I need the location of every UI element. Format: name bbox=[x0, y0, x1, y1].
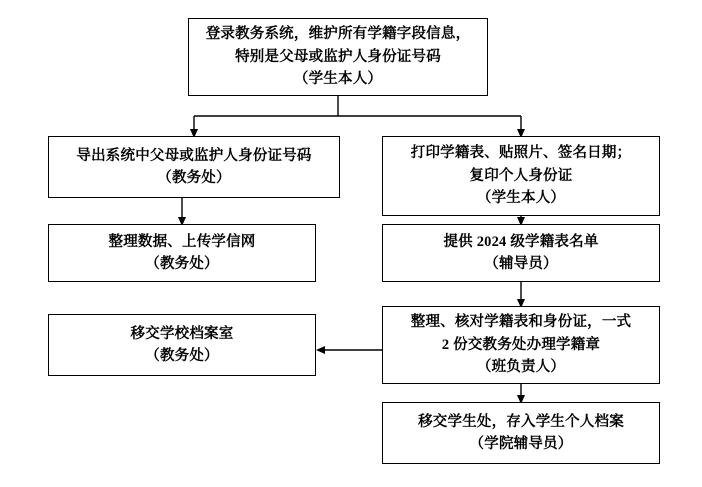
node-text-line: 2 份交教务处办理学籍章 bbox=[441, 336, 601, 353]
node-login-system bbox=[188, 18, 488, 96]
node-text-line: （教务处） bbox=[145, 348, 219, 364]
node-text-line: 移交学生处，存入学生个人档案 bbox=[418, 413, 624, 430]
node-transfer-student-affairs bbox=[382, 402, 660, 464]
node-text-line: （学院辅导员） bbox=[469, 436, 573, 452]
node-verify-roster bbox=[382, 306, 660, 384]
node-text-line: （教务处） bbox=[157, 170, 231, 186]
node-print-roster bbox=[382, 136, 660, 216]
node-text-line: 提供 2024 级学籍表名单 bbox=[443, 233, 599, 250]
node-text-line: （辅导员） bbox=[484, 256, 558, 272]
node-text-line: 打印学籍表、贴照片、签名日期； bbox=[410, 145, 632, 162]
node-transfer-archive bbox=[48, 314, 316, 376]
node-text-line: 整理数据、上传学信网 bbox=[108, 233, 256, 250]
node-text-line: （学生本人） bbox=[476, 190, 566, 207]
node-text-line: 特别是父母或监护人身份证号码 bbox=[235, 48, 441, 65]
node-export-id-numbers bbox=[48, 136, 340, 198]
node-organize-upload bbox=[48, 224, 316, 282]
node-text-line: 整理、核对学籍表和身份证，一式 bbox=[410, 314, 632, 331]
arrowhead-n6 bbox=[316, 346, 325, 354]
node-text-line: 登录教务系统，维护所有学籍字段信息， bbox=[205, 26, 471, 43]
node-text-line: 移交学校档案室 bbox=[130, 325, 234, 342]
node-text-line: （班负责人） bbox=[476, 359, 566, 376]
node-text-line: （教务处） bbox=[145, 256, 219, 272]
node-provide-namelist bbox=[382, 224, 660, 282]
node-text-line: （学生本人） bbox=[293, 71, 383, 88]
node-text-line: 复印个人身份证 bbox=[469, 167, 573, 184]
node-text-line: 导出系统中父母或监护人身份证号码 bbox=[76, 147, 312, 164]
